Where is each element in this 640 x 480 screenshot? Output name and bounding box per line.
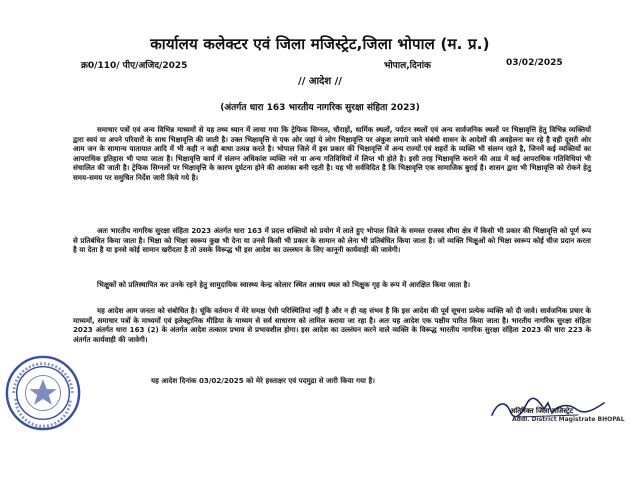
body-paragraph-2: अतः भारतीय नागरिक सुरक्षा संहिता 2023 अंतर्गत धारा 163 में प्रदत्त शक्तियों को प्रयोग में लाते हुए भोपाल जिले के समस्त राजस्व सीमा क्षेत्र में किसी भी प्रकार की भिक्षावृत्ति को पूर्ण रूप से प्रतिबंधित किया जाता है। भिक्षा को भिक्षा स्वरूप कुछ भी देना या उनसे किसी भी प्रकार के सामान को लेना भी प्रतिबंधित किया जाता है। जो व्यक्ति भिक्षुओं को भिक्षा स्वरूप कोई चीज प्रदान करता है या देता है या इनसे कोई सामान खरीदता है तो उसके विरूद्ध भी इस आदेश का उल्लघन के लिए कानूनी कार्यवाही की जावेगी।	[73, 226, 591, 255]
order-date: 03/02/2025	[506, 58, 563, 68]
order-number: क्र0/110/ पीए/अजिद/2025	[81, 61, 188, 71]
order-heading: // आदेश //	[298, 76, 342, 87]
signature-name: Addl. District Magistrate BHOPAL	[512, 416, 625, 423]
signature-designation: अतिरिक्त जिला मजिस्ट्रेट	[510, 407, 573, 415]
act-reference: (अंतर्गत धारा 163 भारतीय नागरिक सुरक्षा संहिता 2023)	[220, 103, 420, 113]
body-paragraph-1: समाचार पत्रों एवं अन्य विभिन्न माध्यमों से यह तथ्य ध्यान में लाया गया कि ट्रेफिक सिग्नल, चौराहों, धार्मिक स्थलों, पर्यटन स्थलों एवं अन्य सार्वजनिक स्थलों पर भिक्षावृत्ति हेतु विभिन्न व्यक्तियों द्वारा स्वयं या अपने परिवारों के साथ भिक्षावृत्ति की जाती है। उक्त भिक्षावृत्ति से एक ओर जहां ये लोग भिक्षावृत्ति पर अंकुश लगाये जाने संबंधी शासन के आदेशों की अवहेलना कर रहे है वही दूसरी ओर आम जन के सामान्य यातायात आदि में भी कही न कही बाधा उत्पन्न करते है। भोपाल जिले में इस प्रकार की भिक्षावृत्ति में अन्य राज्यों एवं शहरों के व्यक्ति भी संलग्न रहते है, जिनमें कई व्यक्तियों का आपराधिक इतिहास भी पाया जाता है। भिक्षावृत्ति कार्य में संलग्न अधिकांश व्यक्ति नशे या अन्य गतिविधियों में लिप्त भी होते है। इसी तरह भिक्षावृत्ति कराने की आड में कई आपराधिक गतिविधियां भी संचालित की जाती है। ट्रेफिक सिग्नलों पर भिक्षावृत्ति के कारण दुर्घटना होने की आशंका बनी रहती है। यह भी सर्वविदित है कि भिक्षावृत्ति एक सामाजिक बुराई है। शासन द्वारा भी भिक्षावृत्ति को रोकने हेतु समय-समय पर समुचित निर्देश जारी किये गये है।	[73, 125, 591, 182]
body-paragraph-3: भिक्षुकों को प्रतिस्थापित कर उनके रहने हेतु सामुदायिक स्वास्थ्य केन्द्र कोलार स्थित आश्रय स्थल को भिक्षुक गृह के रूप में आरक्षित किया जाता है।	[97, 280, 471, 289]
body-paragraph-5: यह आदेश दिनांक 03/02/2025 को मेरे हस्ताक्षर एवं पदमुद्रा से जारी किया गया है।	[151, 376, 375, 385]
body-paragraph-4: यह आदेश आम जनता को संबोधित है। चूंकि वर्तमान में मेरे समक्ष ऐसी परिस्थितियां नहीं है और न ही यह संभव है कि इस आदेश की पूर्व सूचना प्रत्येक व्यक्ति को दी जावे। सार्वजनिक प्रचार के माध्यमों, समाचार पत्रों के माध्यमों एवं इलेक्ट्रानिक मीडिया के माध्यम से सर्व साधारण को तामिल कराया जा रहा है। अतः यह आदेश एक पक्षीय पारित किया जाता है। भारतीय नागरिक सुरक्षा संहिता 2023 अंतर्गत धारा 163 (2) के अंतर्गत आदेश तत्काल प्रभाव से प्रभावशील होगा। इस आदेश का उल्लंघन करने वाले व्यक्ति के विरूद्ध भारतीय नागरिक सुरक्षा संहिता 2023 की धारा 223 के अंतर्गत कार्यवाही की जावेगी।	[73, 306, 591, 344]
place-date-label: भोपाल,दिनांक	[384, 61, 431, 71]
office-title: कार्यालय कलेक्टर एवं जिला मजिस्ट्रेट,जिला भोपाल (म. प्र.)	[150, 35, 490, 53]
official-seal	[4, 354, 82, 432]
